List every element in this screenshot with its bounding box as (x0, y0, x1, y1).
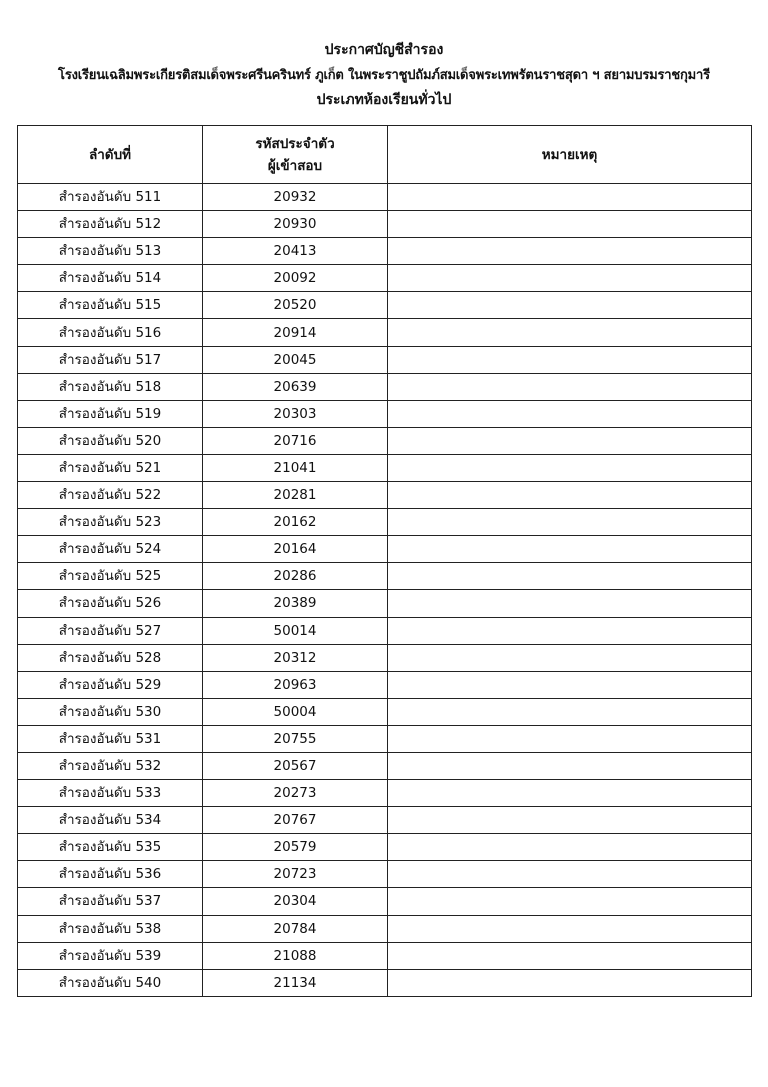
cell-order: สำรองอันดับ 532 (18, 752, 203, 779)
table-row (18, 536, 752, 563)
cell-order: สำรองอันดับ 516 (18, 319, 203, 346)
cell-candidate-code: 21088 (203, 942, 388, 969)
column-header-order: ลำดับที่ (18, 126, 203, 184)
cell-note (388, 698, 752, 725)
cell-note (388, 563, 752, 590)
table-header-row (18, 126, 752, 184)
cell-order: สำรองอันดับ 538 (18, 915, 203, 942)
cell-order: สำรองอันดับ 522 (18, 482, 203, 509)
column-header-code (203, 126, 388, 184)
cell-candidate-code: 20092 (203, 265, 388, 292)
cell-note (388, 184, 752, 211)
cell-note (388, 211, 752, 238)
cell-candidate-code: 20045 (203, 346, 388, 373)
cell-candidate-code: 20567 (203, 752, 388, 779)
cell-candidate-code: 20273 (203, 780, 388, 807)
table-row (18, 590, 752, 617)
cell-order: สำรองอันดับ 525 (18, 563, 203, 590)
cell-note (388, 617, 752, 644)
table-row (18, 725, 752, 752)
table-row (18, 671, 752, 698)
cell-candidate-code: 21041 (203, 454, 388, 481)
cell-order: สำรองอันดับ 518 (18, 373, 203, 400)
cell-candidate-code: 20784 (203, 915, 388, 942)
table-row (18, 644, 752, 671)
cell-candidate-code: 20164 (203, 536, 388, 563)
cell-note (388, 319, 752, 346)
cell-note (388, 509, 752, 536)
cell-note (388, 834, 752, 861)
table-row (18, 292, 752, 319)
table-row (18, 346, 752, 373)
cell-candidate-code: 20162 (203, 509, 388, 536)
cell-note (388, 671, 752, 698)
cell-candidate-code: 20723 (203, 861, 388, 888)
table-row (18, 834, 752, 861)
cell-note (388, 427, 752, 454)
cell-note (388, 265, 752, 292)
cell-candidate-code: 20389 (203, 590, 388, 617)
table-row (18, 969, 752, 996)
table-row (18, 265, 752, 292)
cell-candidate-code: 20963 (203, 671, 388, 698)
cell-order: สำรองอันดับ 524 (18, 536, 203, 563)
table-row (18, 454, 752, 481)
cell-note (388, 888, 752, 915)
cell-order: สำรองอันดับ 521 (18, 454, 203, 481)
table-row (18, 915, 752, 942)
table-row (18, 319, 752, 346)
cell-note (388, 482, 752, 509)
column-header-code-line2: ผู้เข้าสอบ (267, 157, 323, 174)
column-header-note: หมายเหตุ (388, 126, 752, 184)
classroom-type: ประเภทห้องเรียนทั่วไป (316, 92, 452, 108)
cell-candidate-code: 50014 (203, 617, 388, 644)
cell-order: สำรองอันดับ 530 (18, 698, 203, 725)
column-header-code-line1: รหัสประจำตัว (255, 135, 335, 152)
cell-candidate-code: 20303 (203, 400, 388, 427)
cell-order: สำรองอันดับ 512 (18, 211, 203, 238)
cell-candidate-code: 20716 (203, 427, 388, 454)
table-row (18, 861, 752, 888)
cell-candidate-code: 20520 (203, 292, 388, 319)
cell-order: สำรองอันดับ 520 (18, 427, 203, 454)
table-row (18, 427, 752, 454)
cell-order: สำรองอันดับ 535 (18, 834, 203, 861)
cell-order: สำรองอันดับ 540 (18, 969, 203, 996)
table-row (18, 942, 752, 969)
cell-order: สำรองอันดับ 526 (18, 590, 203, 617)
cell-note (388, 942, 752, 969)
cell-order: สำรองอันดับ 528 (18, 644, 203, 671)
cell-order: สำรองอันดับ 536 (18, 861, 203, 888)
cell-note (388, 454, 752, 481)
table-row (18, 888, 752, 915)
cell-note (388, 807, 752, 834)
cell-candidate-code: 20930 (203, 211, 388, 238)
cell-note (388, 400, 752, 427)
table-row (18, 780, 752, 807)
cell-order: สำรองอันดับ 513 (18, 238, 203, 265)
cell-candidate-code: 20755 (203, 725, 388, 752)
announcement-title: ประกาศบัญชีสำรอง (324, 42, 444, 58)
cell-candidate-code: 20312 (203, 644, 388, 671)
document-header (0, 38, 768, 113)
cell-note (388, 861, 752, 888)
cell-candidate-code: 21134 (203, 969, 388, 996)
cell-candidate-code: 20281 (203, 482, 388, 509)
table-row (18, 373, 752, 400)
table-row (18, 698, 752, 725)
cell-order: สำรองอันดับ 515 (18, 292, 203, 319)
cell-order: สำรองอันดับ 514 (18, 265, 203, 292)
cell-order: สำรองอันดับ 534 (18, 807, 203, 834)
cell-order: สำรองอันดับ 523 (18, 509, 203, 536)
school-name: โรงเรียนเฉลิมพระเกียรติสมเด็จพระศรีนครินทร์ ภูเก็ต ในพระราชูปถัมภ์สมเด็จพระเทพรัตนราชสุดา ฯ สยามบรมราชกุมารี (58, 68, 710, 83)
table-body (18, 184, 752, 997)
cell-note (388, 373, 752, 400)
cell-order: สำรองอันดับ 531 (18, 725, 203, 752)
cell-note (388, 780, 752, 807)
cell-note (388, 644, 752, 671)
cell-note (388, 536, 752, 563)
cell-note (388, 969, 752, 996)
table-row (18, 617, 752, 644)
cell-order: สำรองอันดับ 529 (18, 671, 203, 698)
table-row (18, 482, 752, 509)
reserve-list-table (17, 125, 752, 997)
cell-candidate-code: 50004 (203, 698, 388, 725)
table-row (18, 563, 752, 590)
cell-candidate-code: 20579 (203, 834, 388, 861)
cell-order: สำรองอันดับ 539 (18, 942, 203, 969)
cell-order: สำรองอันดับ 533 (18, 780, 203, 807)
cell-order: สำรองอันดับ 519 (18, 400, 203, 427)
cell-candidate-code: 20767 (203, 807, 388, 834)
table-row (18, 509, 752, 536)
cell-candidate-code: 20932 (203, 184, 388, 211)
table-row (18, 238, 752, 265)
table-row (18, 752, 752, 779)
cell-order: สำรองอันดับ 511 (18, 184, 203, 211)
cell-candidate-code: 20413 (203, 238, 388, 265)
cell-order: สำรองอันดับ 537 (18, 888, 203, 915)
table-row (18, 807, 752, 834)
table-row (18, 400, 752, 427)
cell-note (388, 752, 752, 779)
cell-candidate-code: 20639 (203, 373, 388, 400)
cell-order: สำรองอันดับ 527 (18, 617, 203, 644)
cell-candidate-code: 20286 (203, 563, 388, 590)
cell-order: สำรองอันดับ 517 (18, 346, 203, 373)
cell-candidate-code: 20304 (203, 888, 388, 915)
table-row (18, 211, 752, 238)
table-row (18, 184, 752, 211)
cell-note (388, 915, 752, 942)
cell-note (388, 590, 752, 617)
cell-note (388, 725, 752, 752)
cell-candidate-code: 20914 (203, 319, 388, 346)
cell-note (388, 346, 752, 373)
cell-note (388, 238, 752, 265)
cell-note (388, 292, 752, 319)
